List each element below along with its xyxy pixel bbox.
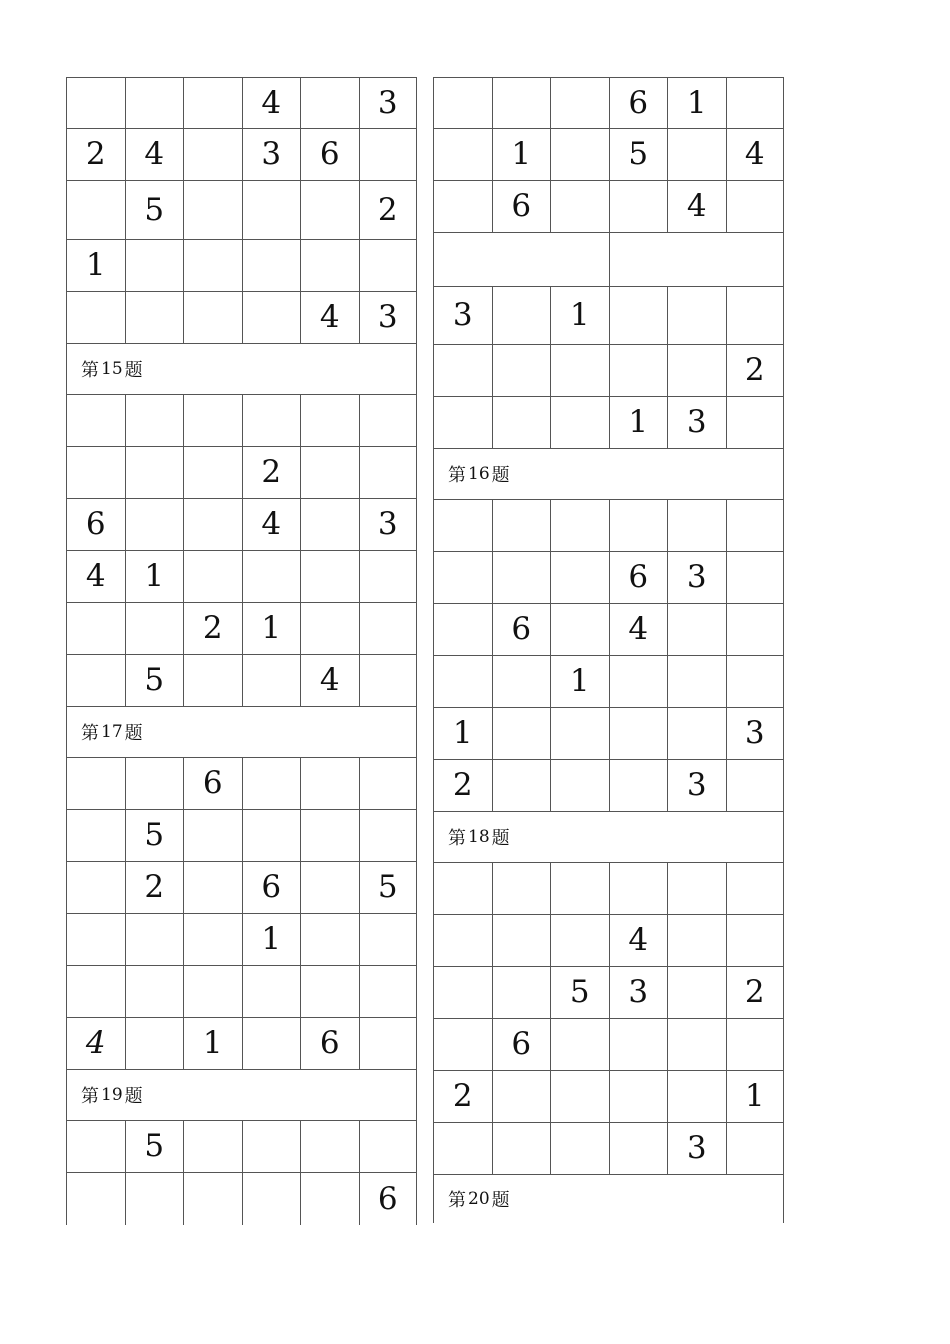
label-prefix: 第 — [81, 1086, 99, 1107]
sudoku-cell[interactable] — [183, 395, 242, 447]
grid-row — [433, 397, 784, 449]
sudoku-cell[interactable] — [433, 915, 492, 967]
sudoku-cell[interactable] — [183, 292, 242, 344]
sudoku-cell[interactable] — [300, 862, 359, 914]
label-number: 18 — [468, 827, 490, 847]
sudoku-cell[interactable] — [433, 1019, 492, 1071]
sudoku-cell[interactable] — [550, 129, 609, 181]
sudoku-cell[interactable] — [609, 1123, 668, 1175]
sudoku-cell[interactable] — [183, 966, 242, 1018]
sudoku-cell[interactable] — [667, 863, 726, 915]
sudoku-cell[interactable] — [66, 862, 125, 914]
sudoku-cell[interactable] — [726, 760, 785, 812]
sudoku-cell[interactable]: 2 — [66, 129, 125, 181]
sudoku-cell[interactable]: 3 — [359, 292, 418, 344]
grid-row — [433, 77, 784, 129]
sudoku-cell[interactable]: 1 — [550, 287, 609, 345]
sudoku-cell[interactable] — [125, 914, 184, 966]
grid-row — [433, 967, 784, 1019]
sudoku-cell[interactable]: 6 — [300, 1018, 359, 1070]
sudoku-cell[interactable] — [359, 551, 418, 603]
grid-row — [66, 447, 417, 499]
sudoku-cell[interactable] — [125, 292, 184, 344]
sudoku-cell[interactable] — [359, 447, 418, 499]
grid-row — [433, 552, 784, 604]
sudoku-cell[interactable] — [609, 287, 668, 345]
sudoku-cell[interactable] — [550, 604, 609, 656]
sudoku-cell[interactable] — [492, 1071, 551, 1123]
sudoku-cell[interactable] — [433, 181, 492, 233]
sudoku-cell[interactable]: 3 — [726, 708, 785, 760]
sudoku-cell[interactable]: 2 — [183, 603, 242, 655]
sudoku-cell[interactable]: 4 — [66, 551, 125, 603]
sudoku-cell[interactable] — [609, 181, 668, 233]
sudoku-cell[interactable] — [66, 1173, 125, 1225]
sudoku-cell[interactable] — [550, 760, 609, 812]
sudoku-cell[interactable]: 1 — [609, 397, 668, 449]
sudoku-cell[interactable] — [183, 240, 242, 292]
grid-row — [66, 77, 417, 129]
sudoku-cell[interactable] — [550, 915, 609, 967]
sudoku-cell[interactable] — [550, 552, 609, 604]
sudoku-cell[interactable] — [66, 810, 125, 862]
sudoku-cell[interactable] — [66, 447, 125, 499]
sudoku-cell[interactable] — [492, 345, 551, 397]
sudoku-cell[interactable] — [359, 240, 418, 292]
sudoku-cell[interactable] — [183, 77, 242, 129]
sudoku-cell[interactable] — [550, 863, 609, 915]
sudoku-cell[interactable]: 6 — [242, 862, 301, 914]
sudoku-cell[interactable] — [242, 1121, 301, 1173]
sudoku-cell[interactable] — [183, 862, 242, 914]
sudoku-cell[interactable] — [433, 967, 492, 1019]
sudoku-cell[interactable]: 1 — [183, 1018, 242, 1070]
grid-row — [66, 862, 417, 914]
grid-row — [433, 345, 784, 397]
sudoku-cell[interactable] — [66, 758, 125, 810]
sudoku-cell[interactable] — [550, 397, 609, 449]
sudoku-cell[interactable] — [66, 77, 125, 129]
sudoku-cell[interactable] — [125, 499, 184, 551]
grid-row — [66, 1018, 417, 1070]
sudoku-cell[interactable]: 4 — [609, 604, 668, 656]
sudoku-cell[interactable] — [300, 77, 359, 129]
sudoku-cell[interactable] — [359, 914, 418, 966]
label-suffix: 题 — [124, 360, 143, 381]
sudoku-cell[interactable] — [550, 1071, 609, 1123]
sudoku-cell[interactable] — [183, 655, 242, 707]
label-suffix: 题 — [491, 465, 510, 486]
sudoku-cell[interactable] — [433, 397, 492, 449]
sudoku-cell[interactable]: 5 — [125, 1121, 184, 1173]
label-prefix: 第 — [448, 465, 466, 486]
sudoku-cell[interactable] — [550, 500, 609, 552]
sudoku-cell[interactable] — [667, 708, 726, 760]
grid-row — [433, 1019, 784, 1071]
sudoku-cell[interactable] — [726, 287, 785, 345]
sudoku-cell[interactable] — [492, 287, 551, 345]
sudoku-cell[interactable] — [359, 395, 418, 447]
sudoku-cell[interactable] — [300, 1121, 359, 1173]
sudoku-cell[interactable]: 1 — [492, 129, 551, 181]
sudoku-cell[interactable] — [433, 656, 492, 708]
sudoku-cell[interactable] — [550, 708, 609, 760]
grid-row — [433, 656, 784, 708]
grid-row — [66, 292, 417, 344]
grid-row — [433, 1071, 784, 1123]
sudoku-cell[interactable]: 2 — [359, 181, 418, 240]
sudoku-cell[interactable]: 4 — [667, 181, 726, 233]
sudoku-cell[interactable] — [550, 77, 609, 129]
label-number: 19 — [101, 1085, 123, 1105]
sudoku-cell[interactable] — [433, 77, 492, 129]
blank-cell — [433, 233, 609, 287]
sudoku-cell[interactable] — [183, 1173, 242, 1225]
sudoku-cell[interactable] — [300, 447, 359, 499]
sudoku-cell[interactable] — [300, 240, 359, 292]
sudoku-cell[interactable] — [183, 810, 242, 862]
sudoku-cell[interactable]: 5 — [125, 810, 184, 862]
sudoku-cell[interactable] — [66, 1121, 125, 1173]
sudoku-cell[interactable] — [242, 655, 301, 707]
sudoku-cell[interactable]: 1 — [242, 603, 301, 655]
grid-row — [66, 240, 417, 292]
sudoku-cell[interactable] — [609, 708, 668, 760]
sudoku-cell[interactable] — [492, 552, 551, 604]
sudoku-cell[interactable] — [433, 345, 492, 397]
grid-row — [66, 499, 417, 551]
sudoku-cell[interactable]: 1 — [433, 708, 492, 760]
sudoku-cell[interactable] — [300, 914, 359, 966]
sudoku-cell[interactable] — [550, 1019, 609, 1071]
sudoku-cell[interactable] — [300, 181, 359, 240]
sudoku-cell[interactable]: 2 — [125, 862, 184, 914]
grid-row — [66, 1173, 417, 1225]
sudoku-cell[interactable]: 6 — [609, 77, 668, 129]
sudoku-cell[interactable] — [726, 77, 785, 129]
sudoku-cell[interactable] — [492, 863, 551, 915]
sudoku-cell[interactable] — [125, 966, 184, 1018]
sudoku-cell[interactable] — [726, 863, 785, 915]
sudoku-cell[interactable]: 1 — [667, 77, 726, 129]
sudoku-cell[interactable] — [183, 499, 242, 551]
sudoku-cell[interactable] — [300, 810, 359, 862]
sudoku-cell[interactable]: 4 — [609, 915, 668, 967]
sudoku-cell[interactable] — [359, 810, 418, 862]
label-prefix: 第 — [448, 828, 466, 849]
puzzle-15-label — [66, 344, 417, 395]
grid-row — [433, 604, 784, 656]
sudoku-cell[interactable] — [300, 1173, 359, 1225]
sudoku-cell[interactable] — [66, 395, 125, 447]
sudoku-cell[interactable] — [609, 863, 668, 915]
sudoku-cell[interactable]: 6 — [359, 1173, 418, 1225]
sudoku-cell[interactable]: 4 — [300, 655, 359, 707]
sudoku-cell[interactable] — [492, 1123, 551, 1175]
sudoku-cell[interactable] — [359, 129, 418, 181]
label-prefix: 第 — [448, 1190, 466, 1211]
sudoku-cell[interactable] — [242, 395, 301, 447]
sudoku-cell[interactable]: 4 — [300, 292, 359, 344]
sudoku-cell[interactable]: 3 — [609, 967, 668, 1019]
grid-row — [66, 129, 417, 181]
sudoku-cell[interactable] — [550, 345, 609, 397]
label-prefix: 第 — [81, 360, 99, 381]
puzzle-19-label — [66, 1070, 417, 1121]
label-number: 15 — [101, 359, 123, 379]
sudoku-cell[interactable] — [609, 345, 668, 397]
sudoku-cell[interactable] — [667, 1019, 726, 1071]
grid-row — [66, 966, 417, 1018]
sudoku-cell[interactable] — [609, 760, 668, 812]
sudoku-cell[interactable]: 4 — [242, 77, 301, 129]
sudoku-cell[interactable]: 2 — [242, 447, 301, 499]
grid-row — [66, 395, 417, 447]
sudoku-cell[interactable] — [492, 708, 551, 760]
label-suffix: 题 — [124, 723, 143, 744]
label-number: 16 — [468, 464, 490, 484]
sudoku-cell[interactable] — [433, 1123, 492, 1175]
sudoku-cell[interactable]: 3 — [242, 129, 301, 181]
sudoku-cell[interactable] — [359, 603, 418, 655]
sudoku-cell[interactable]: 4 — [66, 1018, 125, 1070]
sudoku-cell[interactable]: 1 — [726, 1071, 785, 1123]
sudoku-cell[interactable] — [492, 397, 551, 449]
sudoku-cell[interactable] — [125, 1018, 184, 1070]
sudoku-cell[interactable] — [433, 500, 492, 552]
sudoku-cell[interactable] — [300, 758, 359, 810]
sudoku-cell[interactable] — [667, 656, 726, 708]
sudoku-cell[interactable] — [550, 181, 609, 233]
sudoku-cell[interactable] — [242, 966, 301, 1018]
grid-row — [433, 1123, 784, 1175]
sudoku-cell[interactable] — [492, 500, 551, 552]
label-suffix: 题 — [491, 828, 510, 849]
sudoku-cell[interactable]: 4 — [242, 499, 301, 551]
sudoku-cell[interactable]: 6 — [183, 758, 242, 810]
sudoku-cell[interactable] — [300, 551, 359, 603]
sudoku-cell[interactable] — [667, 604, 726, 656]
sudoku-cell[interactable] — [726, 915, 785, 967]
sudoku-cell[interactable]: 3 — [667, 397, 726, 449]
sudoku-cell[interactable] — [66, 603, 125, 655]
puzzle-17-label — [66, 707, 417, 758]
grid-row — [433, 181, 784, 233]
sudoku-cell[interactable] — [183, 914, 242, 966]
sudoku-cell[interactable]: 2 — [726, 345, 785, 397]
sudoku-cell[interactable] — [125, 395, 184, 447]
sudoku-cell[interactable] — [183, 181, 242, 240]
label-suffix: 题 — [124, 1086, 143, 1107]
blank-cell — [609, 233, 785, 287]
sudoku-cell[interactable] — [726, 1019, 785, 1071]
sudoku-cell[interactable]: 5 — [609, 129, 668, 181]
sudoku-cell[interactable] — [492, 915, 551, 967]
sudoku-cell[interactable] — [667, 129, 726, 181]
sudoku-cell[interactable] — [183, 129, 242, 181]
grid-row — [66, 551, 417, 603]
sudoku-cell[interactable] — [125, 603, 184, 655]
sudoku-cell[interactable] — [359, 758, 418, 810]
sudoku-cell[interactable] — [125, 77, 184, 129]
sudoku-cell[interactable] — [667, 1071, 726, 1123]
sudoku-cell[interactable]: 1 — [242, 914, 301, 966]
sudoku-cell[interactable]: 6 — [492, 604, 551, 656]
sudoku-cell[interactable] — [300, 966, 359, 1018]
sudoku-cell[interactable] — [726, 1123, 785, 1175]
sudoku-cell[interactable] — [667, 915, 726, 967]
sudoku-cell[interactable] — [242, 240, 301, 292]
sudoku-cell[interactable] — [66, 655, 125, 707]
grid-row — [433, 863, 784, 915]
sudoku-cell[interactable] — [300, 499, 359, 551]
grid-row — [66, 603, 417, 655]
sudoku-cell[interactable] — [66, 292, 125, 344]
sudoku-cell[interactable]: 3 — [433, 287, 492, 345]
label-prefix: 第 — [81, 723, 99, 744]
sudoku-cell[interactable] — [300, 395, 359, 447]
blank-merged-row — [433, 233, 784, 287]
sudoku-cell[interactable] — [242, 758, 301, 810]
label-number: 20 — [468, 1189, 490, 1209]
sudoku-cell[interactable] — [125, 1173, 184, 1225]
grid-row — [66, 655, 417, 707]
grid-row — [433, 287, 784, 345]
sudoku-cell[interactable]: 3 — [667, 1123, 726, 1175]
sudoku-cell[interactable] — [726, 181, 785, 233]
sudoku-cell[interactable] — [242, 292, 301, 344]
sudoku-cell[interactable] — [66, 914, 125, 966]
puzzle-20-label — [433, 1175, 784, 1223]
sudoku-cell[interactable]: 3 — [359, 499, 418, 551]
sudoku-cell[interactable] — [667, 500, 726, 552]
sudoku-cell[interactable] — [726, 500, 785, 552]
grid-row — [433, 760, 784, 812]
sudoku-cell[interactable] — [726, 397, 785, 449]
sudoku-cell[interactable] — [359, 1018, 418, 1070]
sudoku-cell[interactable] — [609, 1071, 668, 1123]
sudoku-cell[interactable] — [667, 967, 726, 1019]
sudoku-cell[interactable] — [609, 1019, 668, 1071]
sudoku-cell[interactable]: 3 — [359, 77, 418, 129]
grid-row — [433, 708, 784, 760]
sudoku-cell[interactable] — [242, 810, 301, 862]
sudoku-cell[interactable]: 2 — [433, 1071, 492, 1123]
sudoku-cell[interactable]: 5 — [125, 655, 184, 707]
sudoku-cell[interactable] — [433, 129, 492, 181]
sudoku-cell[interactable] — [667, 287, 726, 345]
sudoku-cell[interactable] — [492, 656, 551, 708]
grid-row — [433, 500, 784, 552]
sudoku-cell[interactable]: 5 — [125, 181, 184, 240]
sudoku-cell[interactable] — [359, 655, 418, 707]
grid-row — [66, 810, 417, 862]
sudoku-cell[interactable] — [492, 760, 551, 812]
sudoku-cell[interactable] — [433, 604, 492, 656]
sudoku-cell[interactable] — [609, 500, 668, 552]
sudoku-cell[interactable]: 4 — [726, 129, 785, 181]
sudoku-cell[interactable] — [125, 240, 184, 292]
sudoku-cell[interactable] — [183, 1121, 242, 1173]
sudoku-cell[interactable] — [609, 656, 668, 708]
sudoku-cell[interactable]: 5 — [550, 967, 609, 1019]
sudoku-cell[interactable]: 6 — [300, 129, 359, 181]
sudoku-cell[interactable]: 2 — [433, 760, 492, 812]
sudoku-cell[interactable]: 3 — [667, 552, 726, 604]
sudoku-cell[interactable] — [183, 447, 242, 499]
sudoku-cell[interactable]: 4 — [125, 129, 184, 181]
sudoku-cell[interactable] — [359, 1121, 418, 1173]
sudoku-cell[interactable]: 6 — [492, 1019, 551, 1071]
sudoku-cell[interactable]: 2 — [726, 967, 785, 1019]
grid-row — [66, 758, 417, 810]
label-number: 17 — [101, 722, 123, 742]
label-suffix: 题 — [491, 1190, 510, 1211]
sudoku-cell[interactable] — [667, 345, 726, 397]
sudoku-cell[interactable] — [433, 552, 492, 604]
sudoku-cell[interactable] — [359, 966, 418, 1018]
sudoku-cell[interactable] — [726, 656, 785, 708]
sudoku-cell[interactable]: 1 — [125, 551, 184, 603]
sudoku-cell[interactable] — [66, 966, 125, 1018]
sudoku-cell[interactable]: 5 — [359, 862, 418, 914]
sudoku-cell[interactable] — [726, 552, 785, 604]
sudoku-cell[interactable] — [492, 967, 551, 1019]
grid-row — [66, 1121, 417, 1173]
sudoku-cell[interactable]: 6 — [609, 552, 668, 604]
grid-row — [433, 915, 784, 967]
right-puzzle-column — [433, 77, 784, 1223]
puzzle-16-label — [433, 449, 784, 500]
puzzle-18-label — [433, 812, 784, 863]
grid-row — [433, 129, 784, 181]
sudoku-cell[interactable] — [242, 1173, 301, 1225]
sudoku-cell[interactable]: 1 — [66, 240, 125, 292]
sudoku-cell[interactable] — [492, 77, 551, 129]
grid-row — [66, 914, 417, 966]
sudoku-cell[interactable] — [726, 604, 785, 656]
sudoku-cell[interactable] — [300, 603, 359, 655]
sudoku-cell[interactable] — [433, 863, 492, 915]
sudoku-cell[interactable] — [242, 551, 301, 603]
sudoku-cell[interactable]: 6 — [66, 499, 125, 551]
sudoku-cell[interactable]: 6 — [492, 181, 551, 233]
sudoku-cell[interactable] — [66, 181, 125, 240]
sudoku-cell[interactable] — [242, 1018, 301, 1070]
sudoku-cell[interactable] — [242, 181, 301, 240]
sudoku-cell[interactable] — [125, 447, 184, 499]
sudoku-cell[interactable] — [183, 551, 242, 603]
left-puzzle-column — [66, 77, 417, 1225]
sudoku-cell[interactable]: 1 — [550, 656, 609, 708]
sudoku-cell[interactable]: 3 — [667, 760, 726, 812]
sudoku-cell[interactable] — [125, 758, 184, 810]
grid-row — [66, 181, 417, 240]
sudoku-cell[interactable] — [550, 1123, 609, 1175]
